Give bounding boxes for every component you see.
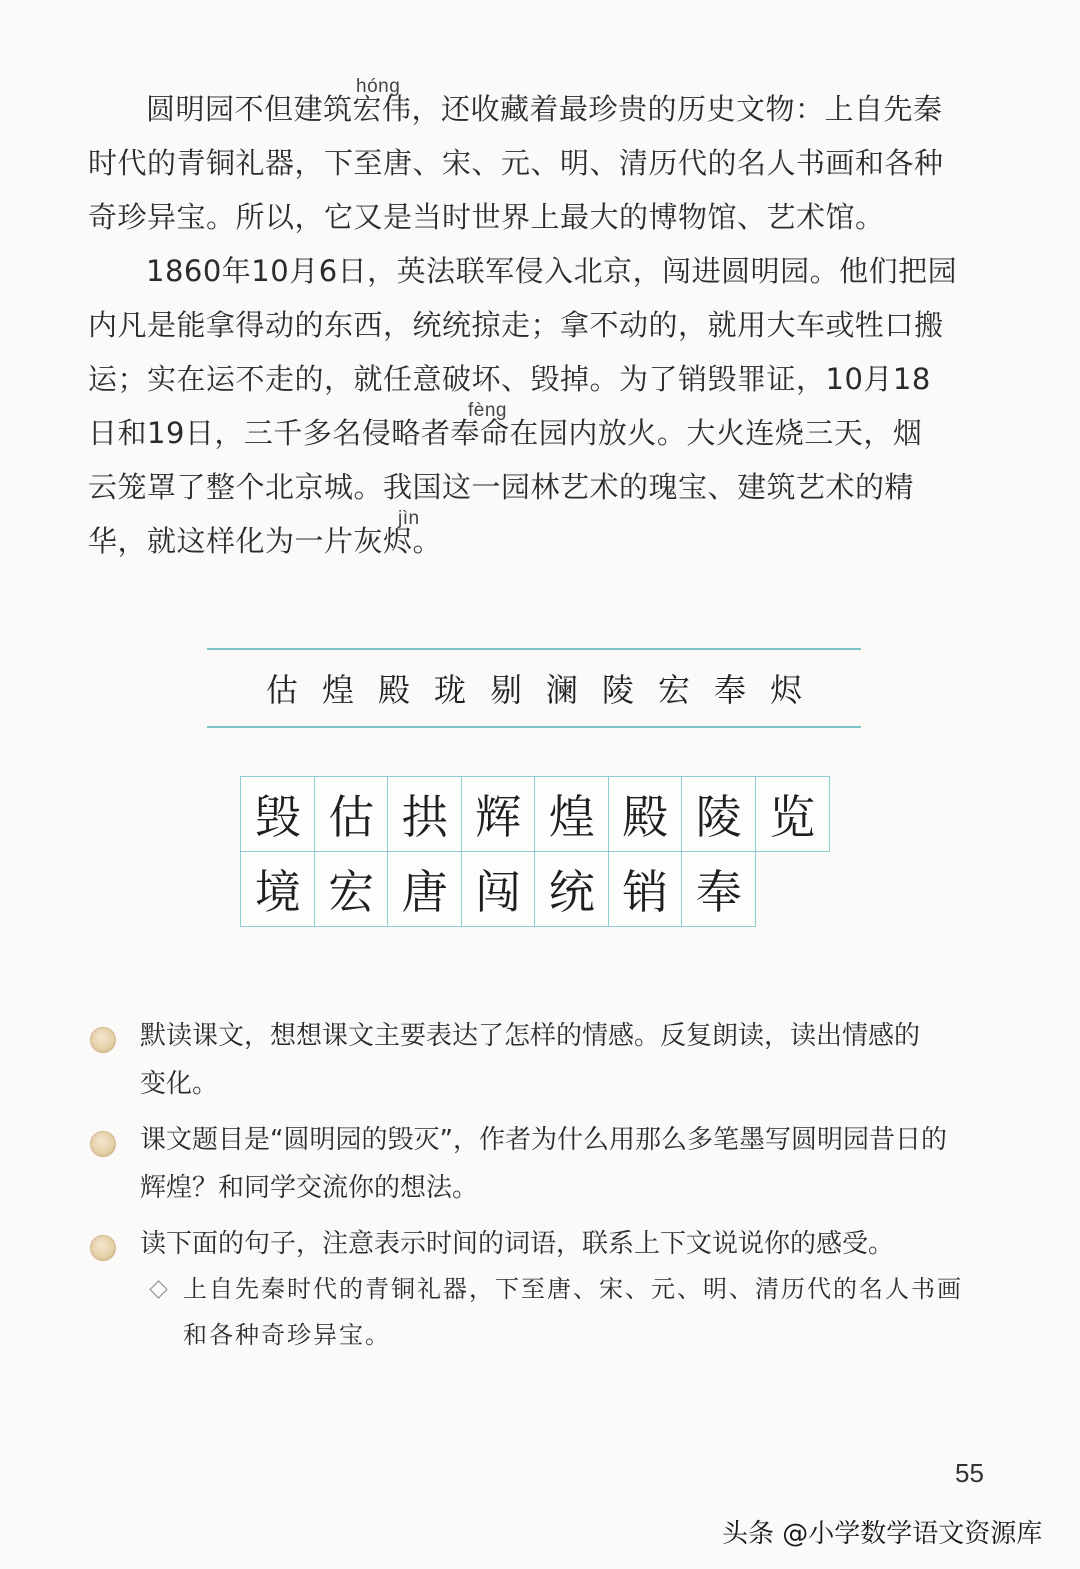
text-line bbox=[88, 508, 980, 568]
bullet-coin-icon bbox=[90, 1131, 116, 1157]
question-3 bbox=[140, 1220, 990, 1268]
grid-cell: 拱 bbox=[387, 776, 462, 852]
text-line: 时代的青铜礼器，下至唐、宋、元、明、清历代的名人书画和各种 bbox=[88, 146, 944, 180]
vocab-char: 宏 bbox=[658, 671, 691, 709]
grid-cell: 毁 bbox=[240, 776, 315, 852]
text-line bbox=[88, 76, 980, 136]
bullet-coin-icon bbox=[90, 1235, 116, 1261]
pinyin-annotation: hóng bbox=[356, 76, 401, 97]
vocab-char: 殿 bbox=[377, 671, 410, 709]
paragraph-1 bbox=[88, 76, 980, 244]
pinyin-annotation: jìn bbox=[398, 508, 420, 529]
grid-cell: 统 bbox=[534, 851, 609, 927]
text-line: 变化。 bbox=[140, 1069, 219, 1099]
vocab-char: 澜 bbox=[546, 671, 579, 709]
text-line: 云笼罩了整个北京城。我国这一园林艺术的瑰宝、建筑艺术的精 bbox=[88, 470, 915, 504]
grid-cell: 估 bbox=[314, 776, 389, 852]
grid-cell: 辉 bbox=[461, 776, 536, 852]
recognize-characters-band bbox=[207, 648, 861, 728]
text-line: 1860年10月6日，英法联军侵入北京，闯进圆明园。他们把园 bbox=[146, 254, 958, 288]
diamond-bullet-icon bbox=[149, 1280, 167, 1298]
text-line: 奇珍异宝。所以，它又是当时世界上最大的博物馆、艺术馆。 bbox=[88, 200, 885, 234]
text-line: 读下面的句子，注意表示时间的词语，联系上下文说说你的感受。 bbox=[140, 1229, 895, 1259]
text-content: 日和19日，三千多名侵略者奉命在园内放火。大火连烧三天，烟 bbox=[88, 416, 923, 450]
vocab-char: 剔 bbox=[489, 671, 522, 709]
grid-cell: 览 bbox=[755, 776, 830, 852]
vocab-char: 煌 bbox=[321, 671, 354, 709]
text-line: 默读课文，想想课文主要表达了怎样的情感。反复朗读，读出情感的 bbox=[140, 1021, 921, 1051]
text-line: 课文题目是“圆明园的毁灭”，作者为什么用那么多笔墨写圆明园昔日的 bbox=[140, 1125, 947, 1155]
text-content: 华，就这样化为一片灰烬。 bbox=[88, 524, 443, 558]
grid-row-1 bbox=[241, 777, 829, 852]
text-line: 和各种奇珍异宝。 bbox=[183, 1321, 391, 1349]
example-sentence bbox=[183, 1266, 983, 1358]
grid-cell: 销 bbox=[608, 851, 683, 927]
text-line: 运；实在运不走的，就任意破坏、毁掉。为了销毁罪证，10月18 bbox=[88, 362, 931, 396]
grid-cell: 殿 bbox=[608, 776, 683, 852]
text-content: 圆明园不但建筑宏伟，还收藏着最珍贵的历史文物：上自先秦 bbox=[146, 92, 943, 126]
grid-cell: 境 bbox=[240, 851, 315, 927]
page-number: 55 bbox=[955, 1458, 984, 1488]
grid-cell: 宏 bbox=[314, 851, 389, 927]
grid-row-2 bbox=[241, 852, 829, 927]
text-line: 辉煌？和同学交流你的想法。 bbox=[140, 1173, 479, 1203]
watermark: 头条 @小学数学语文资源库 bbox=[722, 1519, 1043, 1549]
vocab-char: 珑 bbox=[433, 671, 466, 709]
vocab-char: 奉 bbox=[714, 671, 747, 709]
grid-cell: 唐 bbox=[387, 851, 462, 927]
vocab-char: 估 bbox=[265, 671, 298, 709]
pinyin-annotation: fèng bbox=[468, 400, 507, 421]
text-line: 内凡是能拿得动的东西，统统掠走；拿不动的，就用大车或牲口搬 bbox=[88, 308, 944, 342]
text-line bbox=[88, 400, 980, 460]
grid-cell: 闯 bbox=[461, 851, 536, 927]
text-line: 上自先秦时代的青铜礼器，下至唐、宋、元、明、清历代的名人书画 bbox=[183, 1275, 963, 1303]
vocab-char: 烬 bbox=[770, 671, 803, 709]
paragraph-2 bbox=[88, 244, 980, 568]
question-1 bbox=[140, 1012, 990, 1108]
grid-cell: 奉 bbox=[681, 851, 756, 927]
vocab-char: 陵 bbox=[602, 671, 635, 709]
grid-cell: 煌 bbox=[534, 776, 609, 852]
writing-characters-grid bbox=[241, 777, 829, 926]
question-2 bbox=[140, 1116, 990, 1212]
grid-cell: 陵 bbox=[681, 776, 756, 852]
bullet-coin-icon bbox=[90, 1027, 116, 1053]
